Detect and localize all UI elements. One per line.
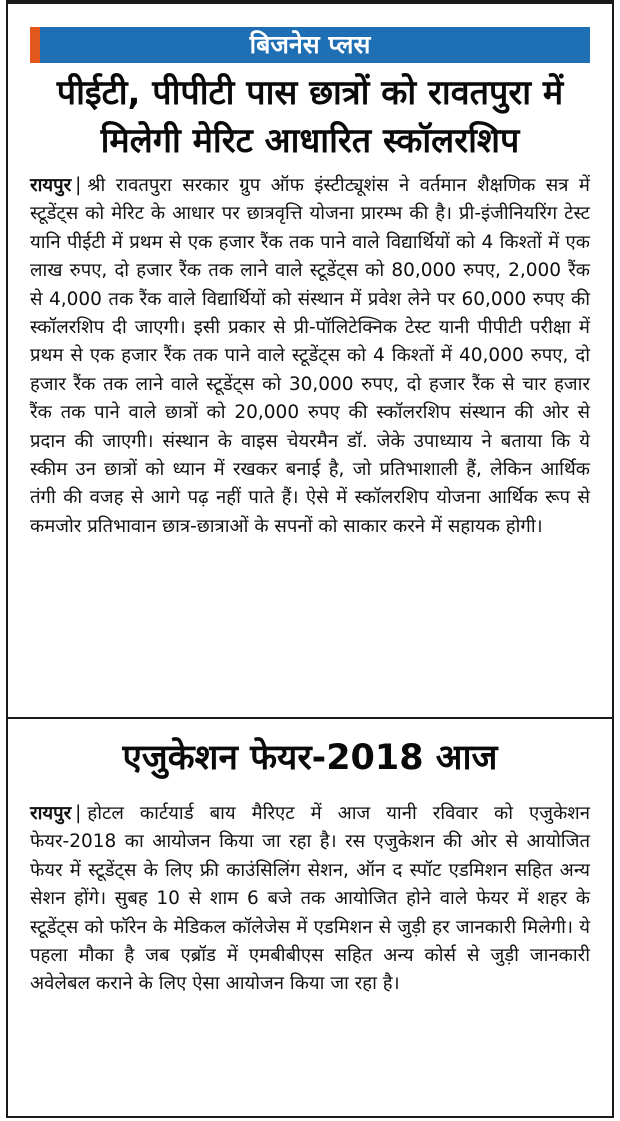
article1-headline-line1: पीईटी, पीपीटी पास छात्रों को रावतपुरा में	[56, 73, 564, 113]
bottom-border	[6, 1116, 614, 1118]
article1-body-paragraph	[30, 172, 590, 541]
article-divider	[6, 717, 614, 719]
article1-headline-line2: मिलेगी मेरिट आधारित स्कॉलरशिप	[100, 121, 520, 161]
article1-dateline: रायपुर	[30, 175, 72, 196]
section-banner-accent	[30, 27, 40, 63]
article2-separator: |	[75, 803, 82, 824]
section-label: बिजनेस प्लस	[249, 30, 371, 59]
right-border	[612, 0, 614, 718]
article2-dateline: रायपुर	[30, 803, 72, 824]
article2-body: होटल कार्टयार्ड बाय मैरिएट में आज यानी रविवार को एजुकेशन फेयर-2018 का आयोजन किया जा रहा है। रस एजुकेशन की ओर से आयोजित फेयर में स्टूडेंट्स के लिए फ्री काउंसिलिंग सेशन, ऑन द स्पॉट एडमिशन सहित अन्य सेशन होंगे। सुबह 10 से शाम 6 बजे तक आयोजित होने वाले फेयर में शहर के स्टूडेंट्स को फॉरेन के मेडिकल कॉलेजेस में एडमिशन से जुड़ी हर जानकारी मिलेगी। ये पहला मौका है जब एब्रॉड में एमबीबीएस सहित अन्य कोर्स से जुड़ी जानकारी अवेलेबल कराने के लिए ऐसा आयोजन किया जा रहा है।	[30, 803, 590, 995]
top-border	[6, 0, 614, 4]
article2-headline: एजुकेशन फेयर-2018 आज	[122, 738, 498, 778]
article1-body: श्री रावतपुरा सरकार ग्रुप ऑफ इंस्टीट्यूशंस ने वर्तमान शैक्षणिक सत्र में स्टूडेंट्स को मेरिट के आधार पर छात्रवृत्ति योजना प्रारम्भ की है। प्री-इंजीनियरिंग टेस्ट यानि पीईटी में प्रथम से एक हजार रैंक तक पाने वाले विद्यार्थियों को 4 किश्तों में एक लाख रुपए, दो हजार रैंक तक लाने वाले स्टूडेंट्स को 80,000 रुपए, 2,000 रैंक से 4,000 तक रैंक वाले विद्यार्थियों को संस्थान में प्रवेश लेने पर 60,000 रुपए की स्कॉलरशिप दी जाएगी। इसी प्रकार से प्री-पॉलिटेक्निक टेस्ट यानी पीपीटी परीक्षा में प्रथम से एक हजार रैंक तक पाने वाले स्टूडेंट्स को 4 किश्तों में 40,000 रुपए, दो हजार रैंक तक लाने वाले स्टूडेंट्स को 30,000 रुपए, दो हजार रैंक से चार हजार रैंक तक पाने वाले छात्रों को 20,000 रुपए की स्कॉलरशिप संस्थान की ओर से प्रदान की जाएगी। संस्थान के वाइस चेयरमैन डॉ. जेके उपाध्याय ने बताया कि ये स्कीम उन छात्रों को ध्यान में रखकर बनाई है, जो प्रतिभाशाली हैं, लेकिन आर्थिक तंगी की वजह से आगे पढ़ नहीं पाते हैं। ऐसे में स्कॉलरशिप योजना आर्थिक रूप से कमजोर प्रतिभावान छात्र-छात्राओं के सपनों को साकार करने में सहायक होगी।	[30, 175, 590, 537]
right-border-lower	[612, 718, 614, 1118]
article1-separator: |	[75, 175, 82, 196]
section-banner	[30, 27, 590, 63]
article2-body-paragraph	[30, 800, 590, 999]
left-border-lower	[6, 718, 8, 1118]
left-border	[6, 0, 8, 718]
